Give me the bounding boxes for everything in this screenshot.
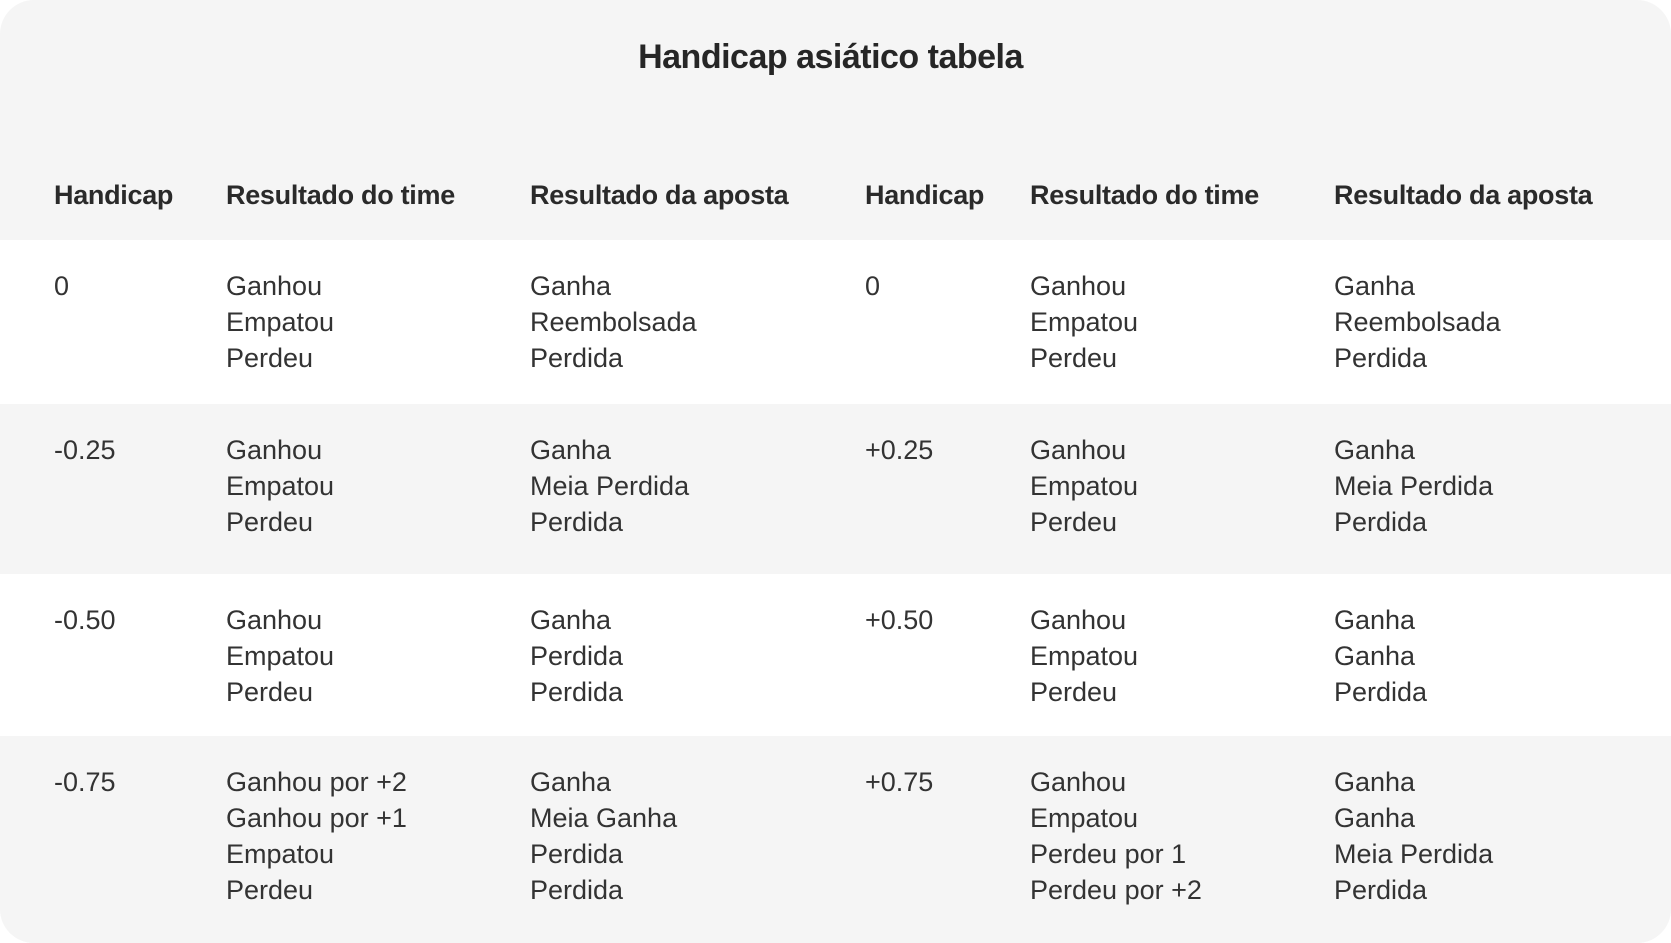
cell-line: Ganha bbox=[1334, 605, 1416, 635]
cell-line: Empatou bbox=[1030, 803, 1139, 833]
bet-result-cell bbox=[1334, 240, 1671, 404]
team-result-cell bbox=[1030, 404, 1334, 574]
cell-line: Reembolsada bbox=[530, 307, 697, 337]
handicap-cell: +0.25 bbox=[865, 435, 934, 465]
cell-line: Ganha bbox=[530, 767, 612, 797]
team-result-cell bbox=[1030, 574, 1334, 736]
header-bet-result-left: Resultado da aposta bbox=[530, 179, 789, 210]
bet-result-cell bbox=[1334, 736, 1671, 943]
cell-line: Perdida bbox=[530, 677, 624, 707]
cell-line: Ganhou bbox=[226, 435, 323, 465]
cell-line: Perdeu bbox=[1030, 677, 1118, 707]
handicap-cell: +0.50 bbox=[865, 605, 934, 635]
table-row bbox=[0, 736, 1671, 943]
cell-line: Empatou bbox=[1030, 471, 1139, 501]
team-result-cell bbox=[226, 404, 530, 574]
cell-line: Perdeu por 1 bbox=[1030, 839, 1187, 869]
cell-line: Empatou bbox=[226, 641, 335, 671]
cell-line: Perdida bbox=[1334, 507, 1428, 537]
team-result-cell bbox=[1030, 736, 1334, 943]
header-row bbox=[0, 150, 1671, 240]
cell-line: Perdeu bbox=[226, 343, 314, 373]
bet-result-cell bbox=[530, 574, 865, 736]
cell-line: Perdeu bbox=[226, 507, 314, 537]
header-team-result-left: Resultado do time bbox=[226, 179, 455, 210]
bet-result-cell bbox=[1334, 404, 1671, 574]
cell-line: Ganha bbox=[530, 605, 612, 635]
header-bet-result-right: Resultado da aposta bbox=[1334, 179, 1593, 210]
handicap-cell: 0 bbox=[54, 271, 70, 301]
cell-line: Ganhou bbox=[1030, 605, 1127, 635]
cell-line: Perdida bbox=[1334, 343, 1428, 373]
cell-line: Ganhou bbox=[1030, 767, 1127, 797]
cell-line: Perdida bbox=[530, 343, 624, 373]
handicap-cell: +0.75 bbox=[865, 767, 934, 797]
bet-result-cell bbox=[530, 240, 865, 404]
handicap-table bbox=[0, 150, 1671, 943]
cell-line: Meia Ganha bbox=[530, 803, 678, 833]
header-handicap-left: Handicap bbox=[54, 179, 174, 210]
cell-line: Perdida bbox=[530, 641, 624, 671]
cell-line: Perdeu bbox=[226, 875, 314, 905]
cell-line: Empatou bbox=[226, 307, 335, 337]
cell-line: Perdida bbox=[1334, 875, 1428, 905]
cell-line: Ganha bbox=[1334, 435, 1416, 465]
cell-line: Ganhou bbox=[1030, 435, 1127, 465]
cell-line: Ganhou bbox=[226, 605, 323, 635]
cell-line: Ganha bbox=[1334, 767, 1416, 797]
team-result-cell bbox=[1030, 240, 1334, 404]
cell-line: Perdeu bbox=[1030, 507, 1118, 537]
cell-line: Empatou bbox=[226, 839, 335, 869]
bet-result-cell bbox=[1334, 574, 1671, 736]
cell-line: Ganha bbox=[530, 271, 612, 301]
team-result-cell bbox=[226, 736, 530, 943]
cell-line: Ganhou bbox=[226, 271, 323, 301]
cell-line: Ganha bbox=[1334, 271, 1416, 301]
handicap-cell: -0.50 bbox=[54, 605, 116, 635]
page-title: Handicap asiático tabela bbox=[638, 38, 1023, 76]
cell-line: Ganha bbox=[1334, 803, 1416, 833]
team-result-cell bbox=[226, 240, 530, 404]
cell-line: Perdida bbox=[530, 875, 624, 905]
cell-line: Empatou bbox=[1030, 641, 1139, 671]
header-handicap-right: Handicap bbox=[865, 179, 985, 210]
bet-result-cell bbox=[530, 736, 865, 943]
cell-line: Perdeu bbox=[226, 677, 314, 707]
cell-line: Ganha bbox=[1334, 641, 1416, 671]
cell-line: Meia Perdida bbox=[530, 471, 690, 501]
header-team-result-right: Resultado do time bbox=[1030, 179, 1259, 210]
cell-line: Perdida bbox=[530, 839, 624, 869]
cell-line: Reembolsada bbox=[1334, 307, 1501, 337]
cell-line: Perdida bbox=[530, 507, 624, 537]
table-row bbox=[0, 574, 1671, 736]
bet-result-cell bbox=[530, 404, 865, 574]
cell-line: Meia Perdida bbox=[1334, 839, 1494, 869]
table-row bbox=[0, 404, 1671, 574]
cell-line: Meia Perdida bbox=[1334, 471, 1494, 501]
team-result-cell bbox=[226, 574, 530, 736]
handicap-cell: -0.75 bbox=[54, 767, 116, 797]
cell-line: Empatou bbox=[1030, 307, 1139, 337]
cell-line: Perdeu bbox=[1030, 343, 1118, 373]
cell-line: Ganha bbox=[530, 435, 612, 465]
cell-line: Ganhou por +1 bbox=[226, 803, 407, 833]
cell-line: Ganhou por +2 bbox=[226, 767, 407, 797]
table-row bbox=[0, 240, 1671, 404]
cell-line: Empatou bbox=[226, 471, 335, 501]
cell-line: Perdida bbox=[1334, 677, 1428, 707]
cell-line: Perdeu por +2 bbox=[1030, 875, 1202, 905]
handicap-cell: -0.25 bbox=[54, 435, 116, 465]
cell-line: Ganhou bbox=[1030, 271, 1127, 301]
handicap-cell: 0 bbox=[865, 271, 881, 301]
